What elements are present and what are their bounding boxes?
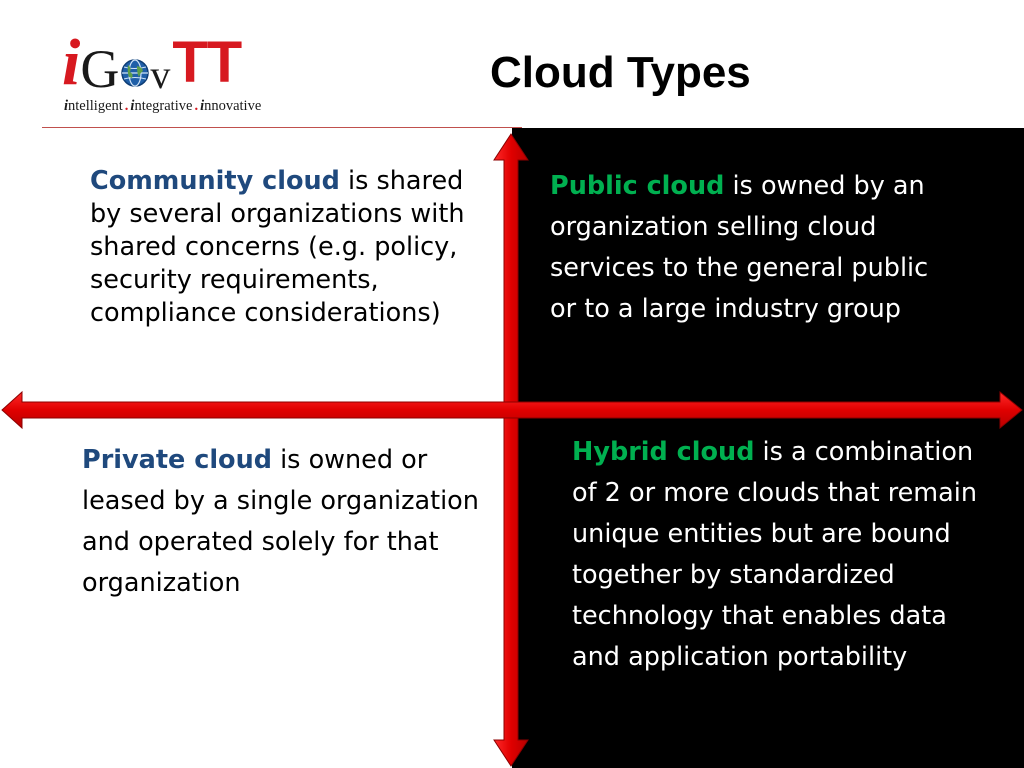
hybrid-cloud-keyword: Hybrid cloud: [572, 437, 755, 467]
tagline-i: i: [64, 98, 69, 114]
hybrid-cloud-description: is a combination of 2 or more clouds that remain unique entities but are bound together by standardized technology that enables data and application portability: [572, 437, 978, 672]
community-cloud-description: is shared by several organizations with shared concerns (e.g. policy, security requirements, compliance considerations): [90, 166, 465, 328]
logo-tt-letters: TT: [172, 30, 242, 95]
community-cloud-keyword: Community cloud: [90, 166, 340, 196]
tagline-i: i: [200, 98, 205, 114]
vertical-double-arrow-icon: [494, 134, 528, 766]
logo-g-letter: G: [80, 39, 120, 99]
public-cloud-description: is owned by an organization selling cloud services to the general public or to a large industry group: [550, 171, 929, 324]
tagline-integrative: ntegrative: [134, 98, 193, 114]
private-cloud-description: is owned or leased by a single organization and operated solely for that organization: [82, 445, 479, 598]
logo-v-letter: v: [150, 52, 171, 97]
tagline-dot: .: [124, 98, 129, 114]
public-cloud-keyword: Public cloud: [550, 171, 725, 201]
tagline-innovative: nnovative: [204, 98, 262, 114]
logo-i-letter: i: [62, 26, 81, 99]
tagline-dot: .: [194, 98, 199, 114]
private-cloud-keyword: Private cloud: [82, 445, 272, 475]
tagline-intelligent: ntelligent: [68, 98, 123, 114]
slide-title: Cloud Types: [490, 48, 751, 97]
tagline-i: i: [130, 98, 135, 114]
